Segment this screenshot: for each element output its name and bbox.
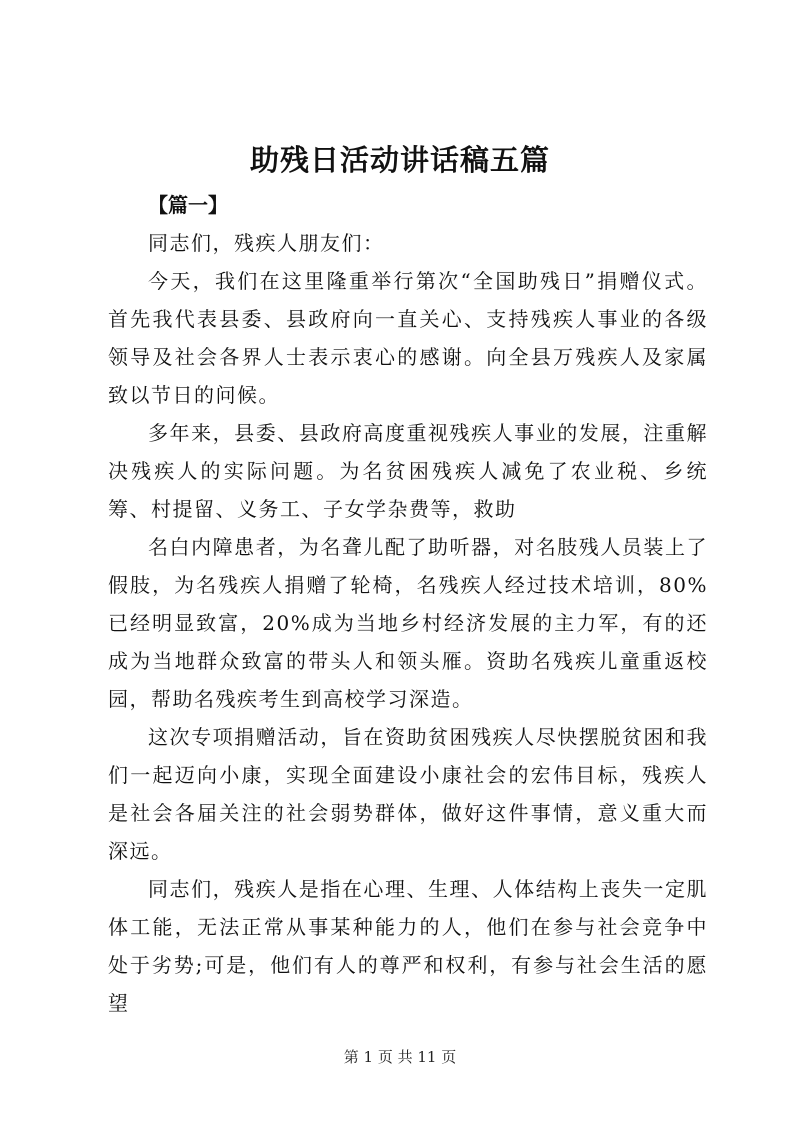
- paragraph-opening: 今天，我们在这里隆重举行第次“全国助残日”捐赠仪式。首先我代表县委、县政府向一直关心、支持残疾人事业的各级领导及社会各界人士表示衷心的感谢。向全县万残疾人及家属致以节日的问候。: [108, 269, 708, 407]
- section-label: 【篇一】: [148, 193, 228, 217]
- document-title: 助残日活动讲话稿五篇: [249, 143, 550, 177]
- paragraph-assistance: 名白内障患者，为名聋儿配了助听器，对名肢残人员装上了假肢，为名残疾人捐赠了轮椅，名残疾人经过技术培训，80%已经明显致富，20%成为当地乡村经济发展的主力军，有的还成为当地群众致富的带头人和领头雁。资助名残疾儿童重返校园，帮助名残疾考生到高校学习深造。: [108, 535, 708, 711]
- paragraph-salutation: 同志们，残疾人朋友们：: [148, 231, 385, 255]
- paragraph-achievements: 多年来，县委、县政府高度重视残疾人事业的发展，注重解决残疾人的实际问题。为名贫困残疾人减免了农业税、乡统筹、村提留、义务工、子女学杂费等，救助: [108, 421, 708, 521]
- page-footer: 第 1 页 共 11 页: [343, 1048, 457, 1066]
- paragraph-definition: 同志们，残疾人是指在心理、生理、人体结构上丧失一定肌体工能，无法正常从事某种能力的人，他们在参与社会竞争中处于劣势;可是，他们有人的尊严和权利，有参与社会生活的愿望: [108, 877, 708, 1015]
- paragraph-donation-purpose: 这次专项捐赠活动，旨在资助贫困残疾人尽快摆脱贫困和我们一起迈向小康，实现全面建设小康社会的宏伟目标，残疾人是社会各届关注的社会弱势群体，做好这件事情，意义重大而深远。: [108, 725, 708, 863]
- document-body: [108, 186, 708, 1022]
